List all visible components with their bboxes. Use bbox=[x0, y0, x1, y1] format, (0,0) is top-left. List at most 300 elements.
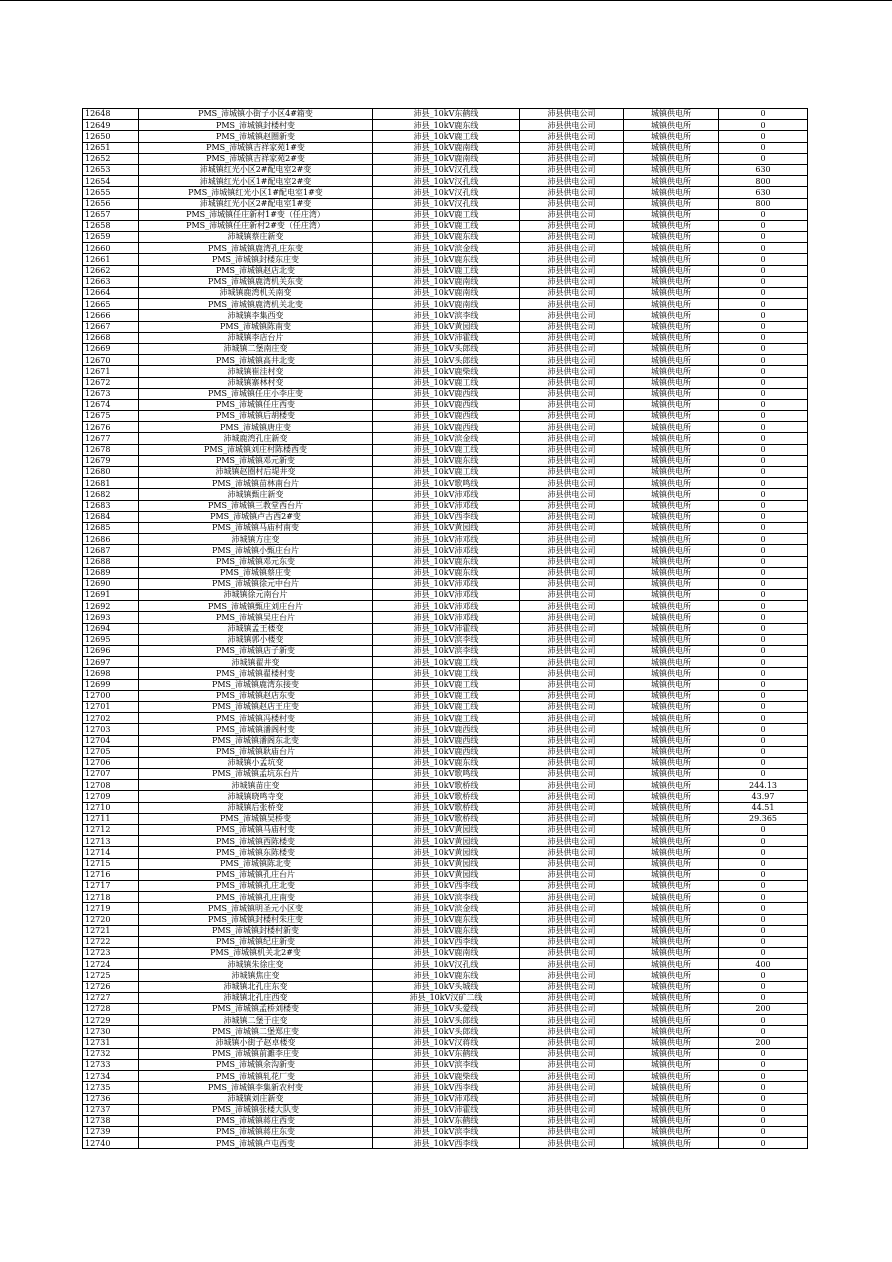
table-row bbox=[83, 310, 808, 321]
row-id-cell: 12718 bbox=[83, 892, 139, 903]
transformer-name-cell: PMS_沛城镇任庄西变 bbox=[139, 399, 373, 410]
capacity-value-cell: 0 bbox=[719, 355, 808, 366]
company-name-cell: 沛县供电公司 bbox=[520, 433, 624, 444]
table-row bbox=[83, 936, 808, 947]
line-name-cell: 沛县_10kV鹿南线 bbox=[373, 153, 520, 164]
company-name-cell: 沛县供电公司 bbox=[520, 176, 624, 187]
station-name-cell: 城镇供电所 bbox=[624, 578, 719, 589]
company-name-cell: 沛县供电公司 bbox=[520, 522, 624, 533]
station-name-cell: 城镇供电所 bbox=[624, 1082, 719, 1093]
row-id-cell: 12735 bbox=[83, 1082, 139, 1093]
row-id-cell: 12673 bbox=[83, 388, 139, 399]
table-row bbox=[83, 131, 808, 142]
company-name-cell: 沛县供电公司 bbox=[520, 668, 624, 679]
transformer-name-cell: PMS_沛城镇邓元东变 bbox=[139, 556, 373, 567]
company-name-cell: 沛县供电公司 bbox=[520, 220, 624, 231]
table-row bbox=[83, 534, 808, 545]
row-id-cell: 12683 bbox=[83, 500, 139, 511]
transformer-name-cell: 沛城镇二堡南庄变 bbox=[139, 343, 373, 354]
station-name-cell: 城镇供电所 bbox=[624, 623, 719, 634]
line-name-cell: 沛县_10kV鹿东线 bbox=[373, 914, 520, 925]
capacity-value-cell: 0 bbox=[719, 511, 808, 522]
transformer-name-cell: PMS_沛城镇孔庄北变 bbox=[139, 880, 373, 891]
transformer-name-cell: 沛城镇小街子赵卓楼变 bbox=[139, 1037, 373, 1048]
station-name-cell: 城镇供电所 bbox=[624, 366, 719, 377]
table-row bbox=[83, 713, 808, 724]
capacity-value-cell: 0 bbox=[719, 690, 808, 701]
capacity-value-cell: 0 bbox=[719, 970, 808, 981]
capacity-value-cell: 0 bbox=[719, 120, 808, 131]
transformer-name-cell: PMS_沛城镇任庄小李庄变 bbox=[139, 388, 373, 399]
transformer-name-cell: PMS_沛城镇蒋庄东变 bbox=[139, 1127, 373, 1138]
transformer-name-cell: PMS_沛城镇刘庄村陈楼西变 bbox=[139, 444, 373, 455]
row-id-cell: 12697 bbox=[83, 657, 139, 668]
row-id-cell: 12670 bbox=[83, 355, 139, 366]
transformer-name-cell: PMS_沛城镇鹿湾孔庄东变 bbox=[139, 243, 373, 254]
station-name-cell: 城镇供电所 bbox=[624, 1115, 719, 1126]
transformer-name-cell: PMS_沛城镇卢古西2#变 bbox=[139, 511, 373, 522]
station-name-cell: 城镇供电所 bbox=[624, 176, 719, 187]
company-name-cell: 沛县供电公司 bbox=[520, 153, 624, 164]
row-id-cell: 12690 bbox=[83, 578, 139, 589]
transformer-name-cell: PMS_沛城镇孟坑东台片 bbox=[139, 769, 373, 780]
transformer-name-cell: PMS_沛城镇潘阁村变 bbox=[139, 724, 373, 735]
row-id-cell: 12658 bbox=[83, 220, 139, 231]
transformer-name-cell: PMS_沛城镇孔庄南变 bbox=[139, 892, 373, 903]
station-name-cell: 城镇供电所 bbox=[624, 802, 719, 813]
line-name-cell: 沛县_10kV沛邓线 bbox=[373, 612, 520, 623]
line-name-cell: 沛县_10kV沛邓线 bbox=[373, 545, 520, 556]
row-id-cell: 12738 bbox=[83, 1115, 139, 1126]
table-row bbox=[83, 1071, 808, 1082]
transformer-name-cell: PMS_沛城镇陈北变 bbox=[139, 858, 373, 869]
company-name-cell: 沛县供电公司 bbox=[520, 1004, 624, 1015]
capacity-value-cell: 0 bbox=[719, 545, 808, 556]
table-row bbox=[83, 478, 808, 489]
transformer-name-cell: PMS_沛城镇鹿湾机关东变 bbox=[139, 276, 373, 287]
capacity-value-cell: 0 bbox=[719, 735, 808, 746]
transformer-name-cell: 沛城镇孟王楼变 bbox=[139, 623, 373, 634]
station-name-cell: 城镇供电所 bbox=[624, 467, 719, 478]
station-name-cell: 城镇供电所 bbox=[624, 925, 719, 936]
line-name-cell: 沛县_10kV鹿东线 bbox=[373, 567, 520, 578]
transformer-name-cell: PMS_沛城镇翟楼村变 bbox=[139, 668, 373, 679]
table-row bbox=[83, 612, 808, 623]
transformer-name-cell: PMS_沛城镇潘阁东北变 bbox=[139, 735, 373, 746]
company-name-cell: 沛县供电公司 bbox=[520, 556, 624, 567]
station-name-cell: 城镇供电所 bbox=[624, 254, 719, 265]
table-row bbox=[83, 948, 808, 959]
table-row bbox=[83, 769, 808, 780]
transformer-name-cell: 沛城镇鹿湾机关南变 bbox=[139, 288, 373, 299]
row-id-cell: 12682 bbox=[83, 489, 139, 500]
row-id-cell: 12655 bbox=[83, 187, 139, 198]
company-name-cell: 沛县供电公司 bbox=[520, 634, 624, 645]
line-name-cell: 沛县_10kV黄园线 bbox=[373, 869, 520, 880]
company-name-cell: 沛县供电公司 bbox=[520, 836, 624, 847]
line-name-cell: 沛县_10kV鹿东线 bbox=[373, 232, 520, 243]
row-id-cell: 12648 bbox=[83, 109, 139, 120]
row-id-cell: 12719 bbox=[83, 903, 139, 914]
row-id-cell: 12691 bbox=[83, 590, 139, 601]
company-name-cell: 沛县供电公司 bbox=[520, 254, 624, 265]
company-name-cell: 沛县供电公司 bbox=[520, 578, 624, 589]
company-name-cell: 沛县供电公司 bbox=[520, 243, 624, 254]
transformer-name-cell: 沛城镇李集西变 bbox=[139, 310, 373, 321]
transformer-name-cell: 沛城镇朱徐庄变 bbox=[139, 959, 373, 970]
line-name-cell: 沛县_10kV鹿柴线 bbox=[373, 1071, 520, 1082]
capacity-value-cell: 0 bbox=[719, 590, 808, 601]
company-name-cell: 沛县供电公司 bbox=[520, 343, 624, 354]
transformer-name-cell: 沛城镇北孔庄东变 bbox=[139, 981, 373, 992]
transformer-name-cell: PMS_沛城镇封楼村朱庄变 bbox=[139, 914, 373, 925]
row-id-cell: 12666 bbox=[83, 310, 139, 321]
row-id-cell: 12731 bbox=[83, 1037, 139, 1048]
row-id-cell: 12672 bbox=[83, 377, 139, 388]
capacity-value-cell: 43.97 bbox=[719, 791, 808, 802]
company-name-cell: 沛县供电公司 bbox=[520, 366, 624, 377]
capacity-value-cell: 0 bbox=[719, 981, 808, 992]
line-name-cell: 沛县_10kV鹿工线 bbox=[373, 679, 520, 690]
table-row bbox=[83, 1048, 808, 1059]
company-name-cell: 沛县供电公司 bbox=[520, 209, 624, 220]
table-row bbox=[83, 153, 808, 164]
table-row bbox=[83, 556, 808, 567]
table-row bbox=[83, 724, 808, 735]
line-name-cell: 沛县_10kV歌桥线 bbox=[373, 813, 520, 824]
capacity-value-cell: 0 bbox=[719, 769, 808, 780]
line-name-cell: 沛县_10kV鹿东线 bbox=[373, 970, 520, 981]
capacity-value-cell: 0 bbox=[719, 1138, 808, 1149]
station-name-cell: 城镇供电所 bbox=[624, 355, 719, 366]
company-name-cell: 沛县供电公司 bbox=[520, 288, 624, 299]
row-id-cell: 12668 bbox=[83, 332, 139, 343]
table-row bbox=[83, 399, 808, 410]
row-id-cell: 12740 bbox=[83, 1138, 139, 1149]
company-name-cell: 沛县供电公司 bbox=[520, 265, 624, 276]
row-id-cell: 12678 bbox=[83, 444, 139, 455]
company-name-cell: 沛县供电公司 bbox=[520, 791, 624, 802]
line-name-cell: 沛县_10kV鹿西线 bbox=[373, 411, 520, 422]
transformer-name-cell: PMS_沛城镇蔡庄变 bbox=[139, 567, 373, 578]
capacity-value-cell: 0 bbox=[719, 1082, 808, 1093]
capacity-value-cell: 200 bbox=[719, 1004, 808, 1015]
line-name-cell: 沛县_10kV西李线 bbox=[373, 1138, 520, 1149]
station-name-cell: 城镇供电所 bbox=[624, 724, 719, 735]
station-name-cell: 城镇供电所 bbox=[624, 780, 719, 791]
capacity-value-cell: 0 bbox=[719, 467, 808, 478]
transformer-name-cell: 沛城镇红光小区2#配电室1#变 bbox=[139, 198, 373, 209]
row-id-cell: 12709 bbox=[83, 791, 139, 802]
capacity-value-cell: 0 bbox=[719, 411, 808, 422]
transformer-name-cell: PMS_沛城镇小街子小区4#箱变 bbox=[139, 109, 373, 120]
table-row bbox=[83, 892, 808, 903]
company-name-cell: 沛县供电公司 bbox=[520, 925, 624, 936]
station-name-cell: 城镇供电所 bbox=[624, 1004, 719, 1015]
row-id-cell: 12737 bbox=[83, 1104, 139, 1115]
table-row bbox=[83, 959, 808, 970]
capacity-value-cell: 0 bbox=[719, 388, 808, 399]
capacity-value-cell: 0 bbox=[719, 422, 808, 433]
transformer-name-cell: PMS_沛城镇赵店王庄变 bbox=[139, 701, 373, 712]
capacity-value-cell: 0 bbox=[719, 668, 808, 679]
capacity-value-cell: 0 bbox=[719, 1015, 808, 1026]
line-name-cell: 沛县_10kV滨金线 bbox=[373, 903, 520, 914]
line-name-cell: 沛县_10kV鹿工线 bbox=[373, 668, 520, 679]
station-name-cell: 城镇供电所 bbox=[624, 657, 719, 668]
station-name-cell: 城镇供电所 bbox=[624, 220, 719, 231]
line-name-cell: 沛县_10kV滨李线 bbox=[373, 646, 520, 657]
company-name-cell: 沛县供电公司 bbox=[520, 735, 624, 746]
table-row bbox=[83, 120, 808, 131]
row-id-cell: 12726 bbox=[83, 981, 139, 992]
line-name-cell: 沛县_10kV黄园线 bbox=[373, 321, 520, 332]
company-name-cell: 沛县供电公司 bbox=[520, 198, 624, 209]
transformer-name-cell: 沛城镇赵圈村后堤井变 bbox=[139, 467, 373, 478]
line-name-cell: 沛县_10kV歌桥线 bbox=[373, 791, 520, 802]
line-name-cell: 沛县_10kV鹿工线 bbox=[373, 209, 520, 220]
station-name-cell: 城镇供电所 bbox=[624, 668, 719, 679]
station-name-cell: 城镇供电所 bbox=[624, 880, 719, 891]
line-name-cell: 沛县_10kV汉孔线 bbox=[373, 959, 520, 970]
line-name-cell: 沛县_10kV头郎线 bbox=[373, 343, 520, 354]
line-name-cell: 沛县_10kV汉孔线 bbox=[373, 164, 520, 175]
row-id-cell: 12684 bbox=[83, 511, 139, 522]
table-row bbox=[83, 1059, 808, 1070]
row-id-cell: 12699 bbox=[83, 679, 139, 690]
station-name-cell: 城镇供电所 bbox=[624, 836, 719, 847]
capacity-value-cell: 0 bbox=[719, 1059, 808, 1070]
capacity-value-cell: 0 bbox=[719, 299, 808, 310]
row-id-cell: 12650 bbox=[83, 131, 139, 142]
row-id-cell: 12663 bbox=[83, 276, 139, 287]
row-id-cell: 12693 bbox=[83, 612, 139, 623]
row-id-cell: 12649 bbox=[83, 120, 139, 131]
table-row bbox=[83, 869, 808, 880]
station-name-cell: 城镇供电所 bbox=[624, 120, 719, 131]
table-row bbox=[83, 1082, 808, 1093]
station-name-cell: 城镇供电所 bbox=[624, 1104, 719, 1115]
company-name-cell: 沛县供电公司 bbox=[520, 500, 624, 511]
transformer-name-cell: 沛城镇二堡于庄变 bbox=[139, 1015, 373, 1026]
company-name-cell: 沛县供电公司 bbox=[520, 109, 624, 120]
station-name-cell: 城镇供电所 bbox=[624, 545, 719, 556]
row-id-cell: 12700 bbox=[83, 690, 139, 701]
transformer-name-cell: 沛城镇寨林村变 bbox=[139, 377, 373, 388]
station-name-cell: 城镇供电所 bbox=[624, 847, 719, 858]
line-name-cell: 沛县_10kV滨金线 bbox=[373, 433, 520, 444]
table-row bbox=[83, 836, 808, 847]
transformer-name-cell: PMS_沛城镇冯楼村变 bbox=[139, 713, 373, 724]
company-name-cell: 沛县供电公司 bbox=[520, 567, 624, 578]
line-name-cell: 沛县_10kV鹿工线 bbox=[373, 713, 520, 724]
capacity-value-cell: 0 bbox=[719, 321, 808, 332]
station-name-cell: 城镇供电所 bbox=[624, 321, 719, 332]
table-row bbox=[83, 220, 808, 231]
line-name-cell: 沛县_10kV鹿西线 bbox=[373, 724, 520, 735]
capacity-value-cell: 0 bbox=[719, 1093, 808, 1104]
capacity-value-cell: 0 bbox=[719, 232, 808, 243]
company-name-cell: 沛县供电公司 bbox=[520, 1048, 624, 1059]
table-row bbox=[83, 1127, 808, 1138]
company-name-cell: 沛县供电公司 bbox=[520, 970, 624, 981]
transformer-name-cell: 沛城镇小孟坑变 bbox=[139, 757, 373, 768]
transformer-name-cell: PMS_沛城镇封楼村变 bbox=[139, 120, 373, 131]
row-id-cell: 12707 bbox=[83, 769, 139, 780]
capacity-value-cell: 0 bbox=[719, 858, 808, 869]
station-name-cell: 城镇供电所 bbox=[624, 1048, 719, 1059]
table-row bbox=[83, 299, 808, 310]
transformer-name-cell: PMS_沛城镇卢屯西变 bbox=[139, 1138, 373, 1149]
row-id-cell: 12728 bbox=[83, 1004, 139, 1015]
transformer-name-cell: 沛城镇方庄变 bbox=[139, 534, 373, 545]
station-name-cell: 城镇供电所 bbox=[624, 981, 719, 992]
capacity-value-cell: 0 bbox=[719, 153, 808, 164]
station-name-cell: 城镇供电所 bbox=[624, 713, 719, 724]
table-row bbox=[83, 355, 808, 366]
table-row bbox=[83, 668, 808, 679]
capacity-value-cell: 0 bbox=[719, 612, 808, 623]
station-name-cell: 城镇供电所 bbox=[624, 948, 719, 959]
capacity-value-cell: 0 bbox=[719, 992, 808, 1003]
row-id-cell: 12654 bbox=[83, 176, 139, 187]
station-name-cell: 城镇供电所 bbox=[624, 534, 719, 545]
capacity-value-cell: 0 bbox=[719, 623, 808, 634]
line-name-cell: 沛县_10kV鹿东线 bbox=[373, 757, 520, 768]
capacity-value-cell: 0 bbox=[719, 444, 808, 455]
company-name-cell: 沛县供电公司 bbox=[520, 746, 624, 757]
station-name-cell: 城镇供电所 bbox=[624, 858, 719, 869]
station-name-cell: 城镇供电所 bbox=[624, 634, 719, 645]
company-name-cell: 沛县供电公司 bbox=[520, 310, 624, 321]
row-id-cell: 12659 bbox=[83, 232, 139, 243]
capacity-value-cell: 0 bbox=[719, 646, 808, 657]
table-row bbox=[83, 914, 808, 925]
company-name-cell: 沛县供电公司 bbox=[520, 780, 624, 791]
capacity-value-cell: 0 bbox=[719, 254, 808, 265]
row-id-cell: 12723 bbox=[83, 948, 139, 959]
company-name-cell: 沛县供电公司 bbox=[520, 1071, 624, 1082]
table-row bbox=[83, 679, 808, 690]
station-name-cell: 城镇供电所 bbox=[624, 825, 719, 836]
line-name-cell: 沛县_10kV汉矿二线 bbox=[373, 992, 520, 1003]
table-row bbox=[83, 198, 808, 209]
transformer-name-cell: PMS_沛城镇轧花厂变 bbox=[139, 1071, 373, 1082]
company-name-cell: 沛县供电公司 bbox=[520, 914, 624, 925]
station-name-cell: 城镇供电所 bbox=[624, 209, 719, 220]
capacity-value-cell: 0 bbox=[719, 343, 808, 354]
table-row bbox=[83, 925, 808, 936]
table-row bbox=[83, 791, 808, 802]
company-name-cell: 沛县供电公司 bbox=[520, 511, 624, 522]
table-row bbox=[83, 1138, 808, 1149]
station-name-cell: 城镇供电所 bbox=[624, 1037, 719, 1048]
station-name-cell: 城镇供电所 bbox=[624, 198, 719, 209]
company-name-cell: 沛县供电公司 bbox=[520, 1104, 624, 1115]
table-row bbox=[83, 802, 808, 813]
row-id-cell: 12727 bbox=[83, 992, 139, 1003]
row-id-cell: 12703 bbox=[83, 724, 139, 735]
table-row bbox=[83, 511, 808, 522]
table-row bbox=[83, 343, 808, 354]
table-row bbox=[83, 109, 808, 120]
line-name-cell: 沛县_10kV鹿东线 bbox=[373, 254, 520, 265]
row-id-cell: 12736 bbox=[83, 1093, 139, 1104]
row-id-cell: 12685 bbox=[83, 522, 139, 533]
table-row bbox=[83, 903, 808, 914]
station-name-cell: 城镇供电所 bbox=[624, 567, 719, 578]
capacity-value-cell: 244.13 bbox=[719, 780, 808, 791]
row-id-cell: 12661 bbox=[83, 254, 139, 265]
station-name-cell: 城镇供电所 bbox=[624, 109, 719, 120]
capacity-value-cell: 0 bbox=[719, 131, 808, 142]
row-id-cell: 12694 bbox=[83, 623, 139, 634]
capacity-value-cell: 0 bbox=[719, 701, 808, 712]
table-row bbox=[83, 757, 808, 768]
capacity-value-cell: 0 bbox=[719, 109, 808, 120]
table-row bbox=[83, 646, 808, 657]
station-name-cell: 城镇供电所 bbox=[624, 903, 719, 914]
station-name-cell: 城镇供电所 bbox=[624, 276, 719, 287]
capacity-value-cell: 0 bbox=[719, 220, 808, 231]
capacity-value-cell: 0 bbox=[719, 209, 808, 220]
company-name-cell: 沛县供电公司 bbox=[520, 847, 624, 858]
company-name-cell: 沛县供电公司 bbox=[520, 187, 624, 198]
transformer-name-cell: 沛城镇甄庄新变 bbox=[139, 489, 373, 500]
row-id-cell: 12657 bbox=[83, 209, 139, 220]
company-name-cell: 沛县供电公司 bbox=[520, 164, 624, 175]
row-id-cell: 12714 bbox=[83, 847, 139, 858]
station-name-cell: 城镇供电所 bbox=[624, 444, 719, 455]
line-name-cell: 沛县_10kV鹿工线 bbox=[373, 220, 520, 231]
transformer-name-cell: 沛城镇郭小楼变 bbox=[139, 634, 373, 645]
row-id-cell: 12712 bbox=[83, 825, 139, 836]
line-name-cell: 沛县_10kV鹿南线 bbox=[373, 288, 520, 299]
transformer-name-cell: 沛城镇苗庄变 bbox=[139, 780, 373, 791]
line-name-cell: 沛县_10kV沛邓线 bbox=[373, 590, 520, 601]
transformer-name-cell: PMS_沛城镇苗林南台片 bbox=[139, 478, 373, 489]
company-name-cell: 沛县供电公司 bbox=[520, 489, 624, 500]
company-name-cell: 沛县供电公司 bbox=[520, 936, 624, 947]
capacity-value-cell: 0 bbox=[719, 836, 808, 847]
transformer-name-cell: 沛城镇翟井变 bbox=[139, 657, 373, 668]
row-id-cell: 12652 bbox=[83, 153, 139, 164]
capacity-value-cell: 800 bbox=[719, 176, 808, 187]
table-row bbox=[83, 366, 808, 377]
capacity-value-cell: 200 bbox=[719, 1037, 808, 1048]
table-row bbox=[83, 701, 808, 712]
company-name-cell: 沛县供电公司 bbox=[520, 646, 624, 657]
table-row bbox=[83, 288, 808, 299]
station-name-cell: 城镇供电所 bbox=[624, 992, 719, 1003]
line-name-cell: 沛县_10kV歌桥线 bbox=[373, 780, 520, 791]
row-id-cell: 12692 bbox=[83, 601, 139, 612]
capacity-value-cell: 0 bbox=[719, 1071, 808, 1082]
company-name-cell: 沛县供电公司 bbox=[520, 959, 624, 970]
transformer-name-cell: PMS_沛城镇孟桥刘楼变 bbox=[139, 1004, 373, 1015]
line-name-cell: 沛县_10kV鹿西线 bbox=[373, 399, 520, 410]
transformer-name-cell: PMS_沛城镇吉祥家苑1#变 bbox=[139, 142, 373, 153]
company-name-cell: 沛县供电公司 bbox=[520, 1082, 624, 1093]
transformer-name-cell: PMS_沛城镇鹿湾东接变 bbox=[139, 679, 373, 690]
row-id-cell: 12676 bbox=[83, 422, 139, 433]
line-name-cell: 沛县_10kV西李线 bbox=[373, 936, 520, 947]
capacity-value-cell: 0 bbox=[719, 455, 808, 466]
company-name-cell: 沛县供电公司 bbox=[520, 1037, 624, 1048]
line-name-cell: 沛县_10kV鹿南线 bbox=[373, 948, 520, 959]
table-row bbox=[83, 578, 808, 589]
company-name-cell: 沛县供电公司 bbox=[520, 455, 624, 466]
